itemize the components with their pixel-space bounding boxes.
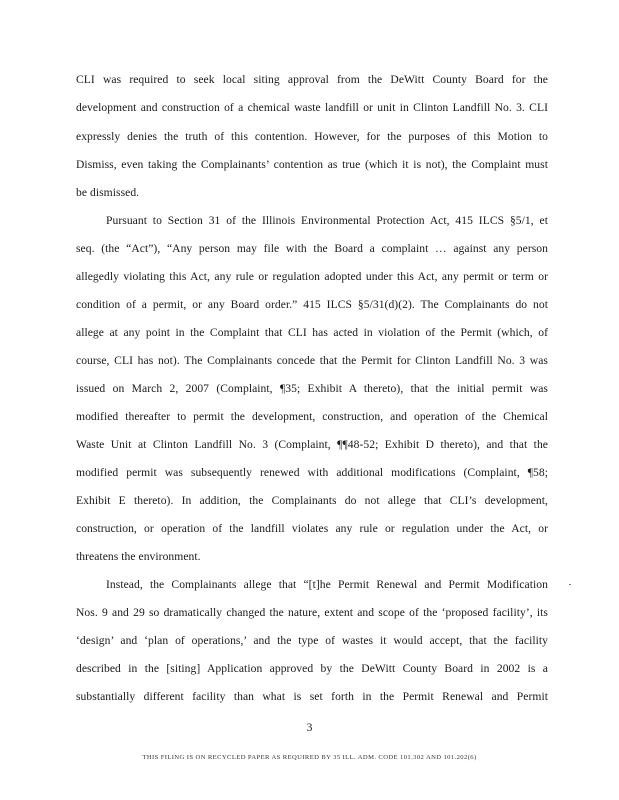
paragraph-line: development and construction of a chemical waste landfill or unit in Clinton Landfill No. 3. CLI [76,101,548,114]
paragraph-line: seq. (the “Act”), “Any person may file with the Board a complaint … against any person [76,242,548,255]
paragraph-line: Dismiss, even taking the Complainants’ contention as true (which it is not), the Complaint must [76,158,548,171]
paragraph-line: course, CLI has not). The Complainants concede that the Permit for Clinton Landfill No. 3 was [76,354,548,367]
paragraph-line: allege at any point in the Complaint that CLI has acted in violation of the Permit (which, of [76,326,548,339]
paragraph-line: condition of a permit, or any Board order.” 415 ILCS §5/31(d)(2). The Complainants do not [76,298,548,311]
paragraph-line: substantially different facility than what is set forth in the Permit Renewal and Permit [76,690,548,703]
paragraph-line: CLI was required to seek local siting approval from the DeWitt County Board for the [76,73,548,86]
paragraph-line: construction, or operation of the landfill violates any rule or regulation under the Act, or [76,522,548,535]
paragraph-line: allegedly violating this Act, any rule or regulation adopted under this Act, any permit or term or [76,270,548,283]
paragraph-line: Pursuant to Section 31 of the Illinois Environmental Protection Act, 415 ILCS §5/1, et [106,214,548,227]
page-number: 3 [306,721,313,734]
paragraph-line: Nos. 9 and 29 so dramatically changed the nature, extent and scope of the ‘proposed facility’, its [76,606,548,619]
paragraph-line: Exhibit E thereto). In addition, the Complainants do not allege that CLI’s development, [76,494,548,507]
paragraph-line: modified permit was subsequently renewed with additional modifications (Complaint, ¶58; [76,466,548,479]
paragraph-line: Waste Unit at Clinton Landfill No. 3 (Complaint, ¶¶48-52; Exhibit D thereto), and that the [76,438,548,451]
paragraph-line: be dismissed. [76,186,140,199]
paragraph-line: threatens the environment. [76,550,201,563]
paragraph-line: ‘design’ and ‘plan of operations,’ and the type of wastes it would accept, that the facility [76,634,548,647]
paragraph-line: modified thereafter to permit the development, construction, and operation of the Chemical [76,410,548,423]
recycled-paper-footer: THIS FILING IS ON RECYCLED PAPER AS REQUIRED BY 35 ILL. ADM. CODE 101.302 AND 101.202(6) [142,754,477,761]
paragraph-line: expressly denies the truth of this contention. However, for the purposes of this Motion to [76,130,548,143]
paragraph-line: described in the [siting] Application approved by the DeWitt County Board in 2002 is a [76,662,548,675]
paragraph-line: issued on March 2, 2007 (Complaint, ¶35; Exhibit A thereto), that the initial permit was [76,382,548,395]
paragraph-line: Instead, the Complainants allege that “[t]he Permit Renewal and Permit Modification [106,578,548,591]
scan-speck [569,584,571,585]
